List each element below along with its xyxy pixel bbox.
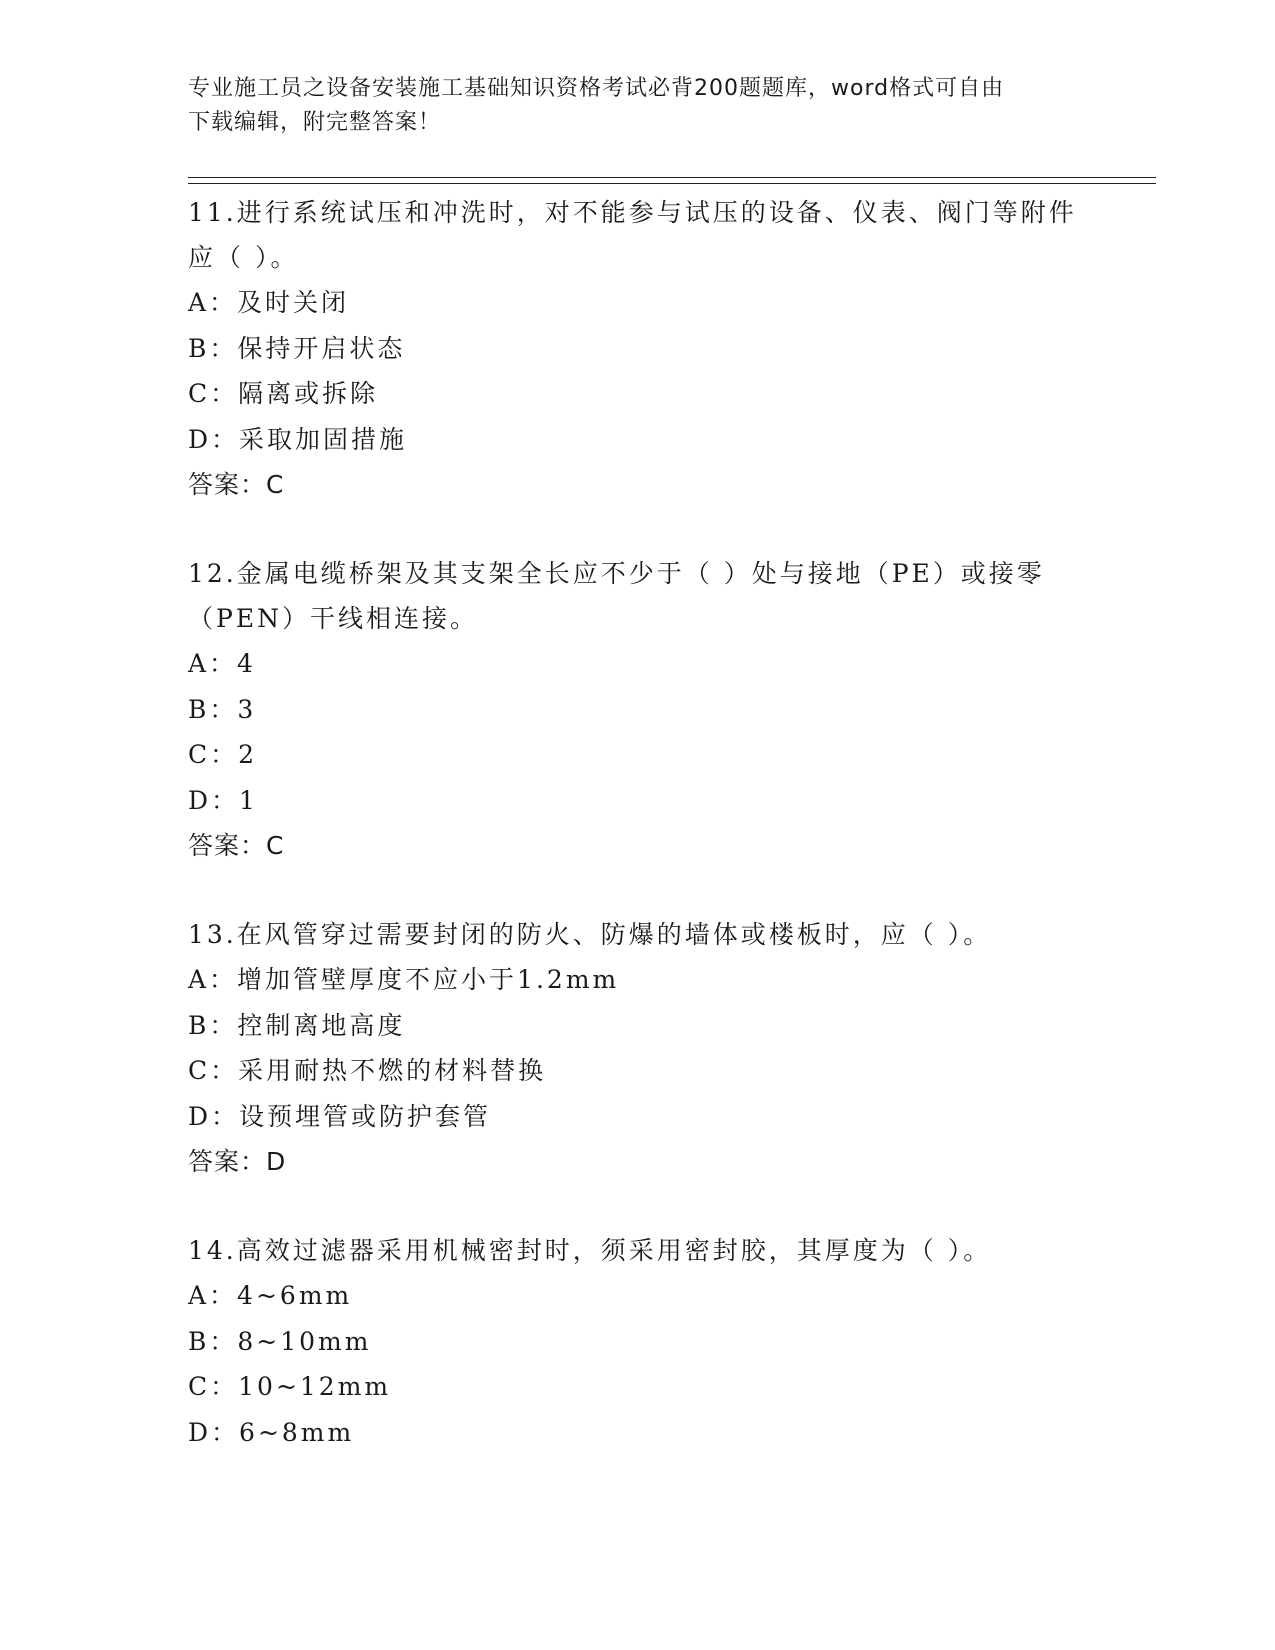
question-14 bbox=[188, 1228, 1088, 1455]
option-d: D：1 bbox=[188, 785, 258, 815]
question-stem: 11.进行系统试压和冲洗时，对不能参与试压的设备、仪表、阀门等附件应（ ）。 bbox=[188, 198, 1077, 272]
header-divider-bottom bbox=[188, 183, 1156, 184]
header-divider-top bbox=[188, 177, 1156, 178]
option-c: C：隔离或拆除 bbox=[188, 379, 379, 408]
option-a: A：4~6mm bbox=[188, 1281, 353, 1310]
answer-line: 答案：C bbox=[188, 470, 285, 499]
question-11 bbox=[188, 190, 1088, 507]
option-a: A：及时关闭 bbox=[188, 288, 350, 317]
document-header bbox=[188, 72, 1068, 140]
header-line-2: 下载编辑，附完整答案！ bbox=[188, 110, 442, 135]
option-b: B：控制离地高度 bbox=[188, 1010, 406, 1040]
option-b: B：8~10mm bbox=[188, 1326, 372, 1356]
option-d: D：设预埋管或防护套管 bbox=[188, 1101, 492, 1131]
option-c: C：10~12mm bbox=[188, 1372, 392, 1401]
option-b: B：3 bbox=[188, 694, 257, 724]
option-d: D：6~8mm bbox=[188, 1417, 355, 1447]
answer-line: 答案：C bbox=[188, 831, 285, 860]
answer-line: 答案：D bbox=[188, 1147, 287, 1176]
option-c: C：2 bbox=[188, 740, 258, 769]
question-12 bbox=[188, 551, 1088, 868]
option-d: D：采取加固措施 bbox=[188, 424, 408, 454]
question-13 bbox=[188, 912, 1088, 1184]
question-stem: 12.金属电缆桥架及其支架全长应不少于（ ）处与接地（PE）或接零（PEN）干线相连接。 bbox=[188, 559, 1045, 633]
question-stem: 13.在风管穿过需要封闭的防火、防爆的墙体或楼板时，应（ ）。 bbox=[188, 920, 992, 949]
question-stem: 14.高效过滤器采用机械密封时，须采用密封胶，其厚度为（ ）。 bbox=[188, 1236, 992, 1265]
question-list bbox=[188, 190, 1088, 1499]
option-c: C：采用耐热不燃的材料替换 bbox=[188, 1056, 547, 1085]
header-line-1: 专业施工员之设备安装施工基础知识资格考试必背200题题库，word格式可自由 bbox=[188, 76, 1005, 101]
option-b: B：保持开启状态 bbox=[188, 333, 406, 363]
option-a: A：4 bbox=[188, 649, 256, 678]
option-a: A：增加管壁厚度不应小于1.2mm bbox=[188, 965, 620, 994]
